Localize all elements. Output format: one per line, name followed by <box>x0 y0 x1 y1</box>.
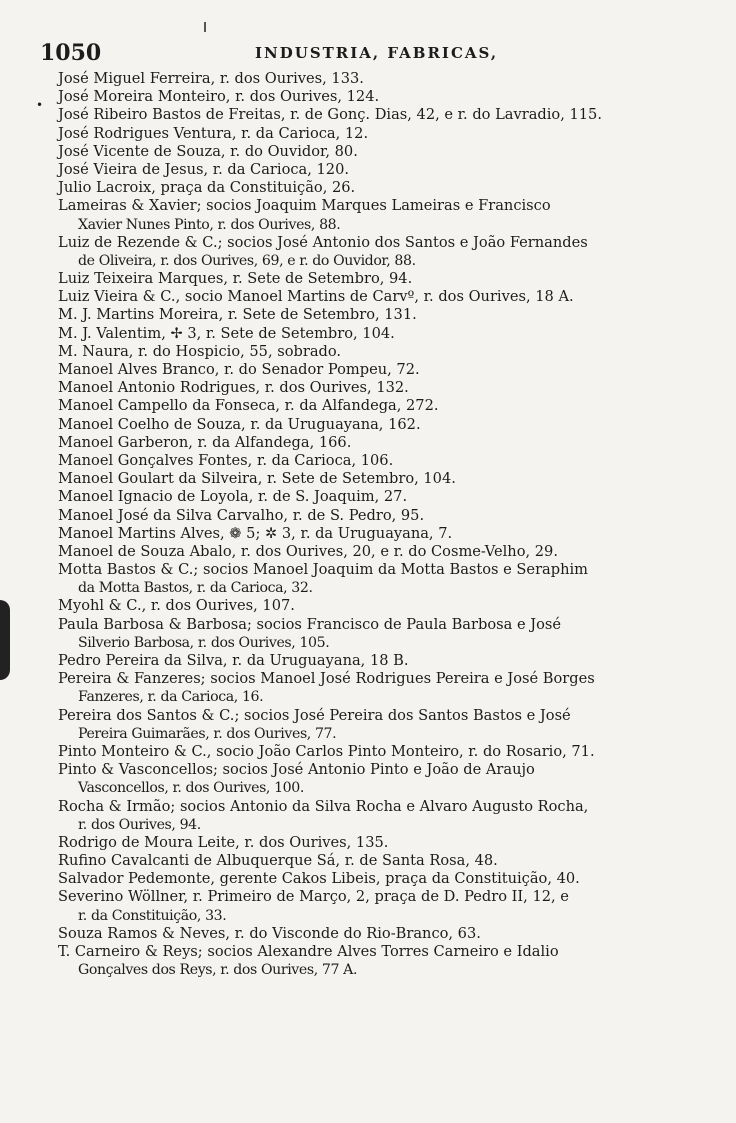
margin-mark: • <box>36 98 44 112</box>
entry-line: Manoel Gonçalves Fontes, r. da Carioca, 106. <box>58 451 394 469</box>
entry-line: T. Carneiro & Reys; socios Alexandre Alves Torres Carneiro e Idalio <box>58 943 559 960</box>
entry-continuation-line: r. dos Ourives, 94. <box>78 816 201 833</box>
entry-line: Manoel Martins Alves, ❁ 5; ✲ 3, r. da Uruguayana, 7. <box>58 524 453 542</box>
entry-line: Manoel Coelho de Souza, r. da Uruguayana, 162. <box>58 415 421 433</box>
entry-continuation-line: Silverio Barbosa, r. dos Ourives, 105. <box>78 634 330 651</box>
entry-line: M. J. Valentim, ✢ 3, r. Sete de Setembro, 104. <box>58 324 395 342</box>
entry-line: Manoel José da Silva Carvalho, r. de S. Pedro, 95. <box>58 506 425 524</box>
entry-line: M. Naura, r. do Hospicio, 55, sobrado. <box>58 342 342 360</box>
entry-line: Pinto & Vasconcellos; socios José Antonio Pinto e João de Araujo <box>58 761 535 779</box>
entry-line: José Ribeiro Bastos de Freitas, r. de Gonç. Dias, 42, e r. do Lavradio, 115. <box>58 106 602 124</box>
entry-line: José Miguel Ferreira, r. dos Ourives, 133. <box>58 70 364 87</box>
entry-list <box>58 70 698 979</box>
entry-continuation-line: Xavier Nunes Pinto, r. dos Ourives, 88. <box>78 216 341 233</box>
entry-line: Manoel Alves Branco, r. do Senador Pompeu, 72. <box>58 361 420 378</box>
print-mark <box>204 22 206 32</box>
entry-line: Paula Barbosa & Barbosa; socios Francisco de Paula Barbosa e José <box>58 615 561 633</box>
entry-continuation-line: Fanzeres, r. da Carioca, 16. <box>78 689 264 706</box>
entry-continuation-line: Pereira Guimarães, r. dos Ourives, 77. <box>78 725 337 742</box>
entry-line: Severino Wöllner, r. Primeiro de Março, 2, praça de D. Pedro II, 12, e <box>58 888 569 906</box>
entry-continuation-line: r. da Constituição, 33. <box>78 907 227 924</box>
page-header <box>40 38 700 64</box>
entry-line: José Moreira Monteiro, r. dos Ourives, 124. <box>58 88 380 106</box>
entry-line: Julio Lacroix, praça da Constituição, 26. <box>58 179 356 197</box>
entry-line: Souza Ramos & Neves, r. do Visconde do Rio-Branco, 63. <box>58 924 481 942</box>
entry-line: Luiz Vieira & C., socio Manoel Martins de Carvº, r. dos Ourives, 18 A. <box>58 288 574 306</box>
entry-line: M. J. Martins Moreira, r. Sete de Setembro, 131. <box>58 306 417 324</box>
entry-line: Pinto Monteiro & C., socio João Carlos Pinto Monteiro, r. do Rosario, 71. <box>58 742 595 760</box>
entry-line: José Vieira de Jesus, r. da Carioca, 120. <box>58 160 350 178</box>
running-head: INDUSTRIA, FABRICAS, <box>255 44 499 62</box>
entry-line: Salvador Pedemonte, gerente Cakos Libeis, praça da Constituição, 40. <box>58 870 580 888</box>
entry-continuation-line: de Oliveira, r. dos Ourives, 69, e r. do Ouvidor, 88. <box>78 252 416 269</box>
entry-line: Manoel Campello da Fonseca, r. da Alfandega, 272. <box>58 397 439 415</box>
entry-continuation-line: Gonçalves dos Reys, r. dos Ourives, 77 A. <box>78 962 358 979</box>
entry-line: Manoel Garberon, r. da Alfandega, 166. <box>58 433 352 451</box>
entry-line: Pedro Pereira da Silva, r. da Uruguayana, 18 B. <box>58 652 409 669</box>
entry-line: Rufino Cavalcanti de Albuquerque Sá, r. de Santa Rosa, 48. <box>58 852 498 870</box>
entry-line: Manoel Goulart da Silveira, r. Sete de Setembro, 104. <box>58 470 456 488</box>
entry-line: Lameiras & Xavier; socios Joaquim Marques Lameiras e Francisco <box>58 197 551 215</box>
entry-continuation-line: Vasconcellos, r. dos Ourives, 100. <box>78 780 304 797</box>
entry-line: Pereira & Fanzeres; socios Manoel José Rodrigues Pereira e José Borges <box>58 670 595 688</box>
entry-line: Manoel de Souza Abalo, r. dos Ourives, 20, e r. do Cosme-Velho, 29. <box>58 542 558 560</box>
entry-line: Rocha & Irmão; socios Antonio da Silva Rocha e Alvaro Augusto Rocha, <box>58 797 589 815</box>
entry-line: Manoel Ignacio de Loyola, r. de S. Joaquim, 27. <box>58 488 408 506</box>
entry-line: José Vicente de Souza, r. do Ouvidor, 80. <box>58 142 358 160</box>
page-number: 1050 <box>40 40 102 66</box>
entry-line: Luiz de Rezende & C.; socios José Antonio dos Santos e João Fernandes <box>58 233 588 251</box>
entry-continuation-line: da Motta Bastos, r. da Carioca, 32. <box>78 580 313 597</box>
binding-edge-mark <box>0 600 10 680</box>
entry-line: Pereira dos Santos & C.; socios José Pereira dos Santos Bastos e José <box>58 706 571 724</box>
entry-line: Manoel Antonio Rodrigues, r. dos Ourives, 132. <box>58 379 409 397</box>
entry-line: Myohl & C., r. dos Ourives, 107. <box>58 597 295 615</box>
entry-line: Rodrigo de Moura Leite, r. dos Ourives, 135. <box>58 833 389 851</box>
entry-line: Luiz Teixeira Marques, r. Sete de Setembro, 94. <box>58 270 413 288</box>
entry-line: Motta Bastos & C.; socios Manoel Joaquim da Motta Bastos e Seraphim <box>58 561 588 579</box>
entry-line: José Rodrigues Ventura, r. da Carioca, 12. <box>58 124 369 142</box>
